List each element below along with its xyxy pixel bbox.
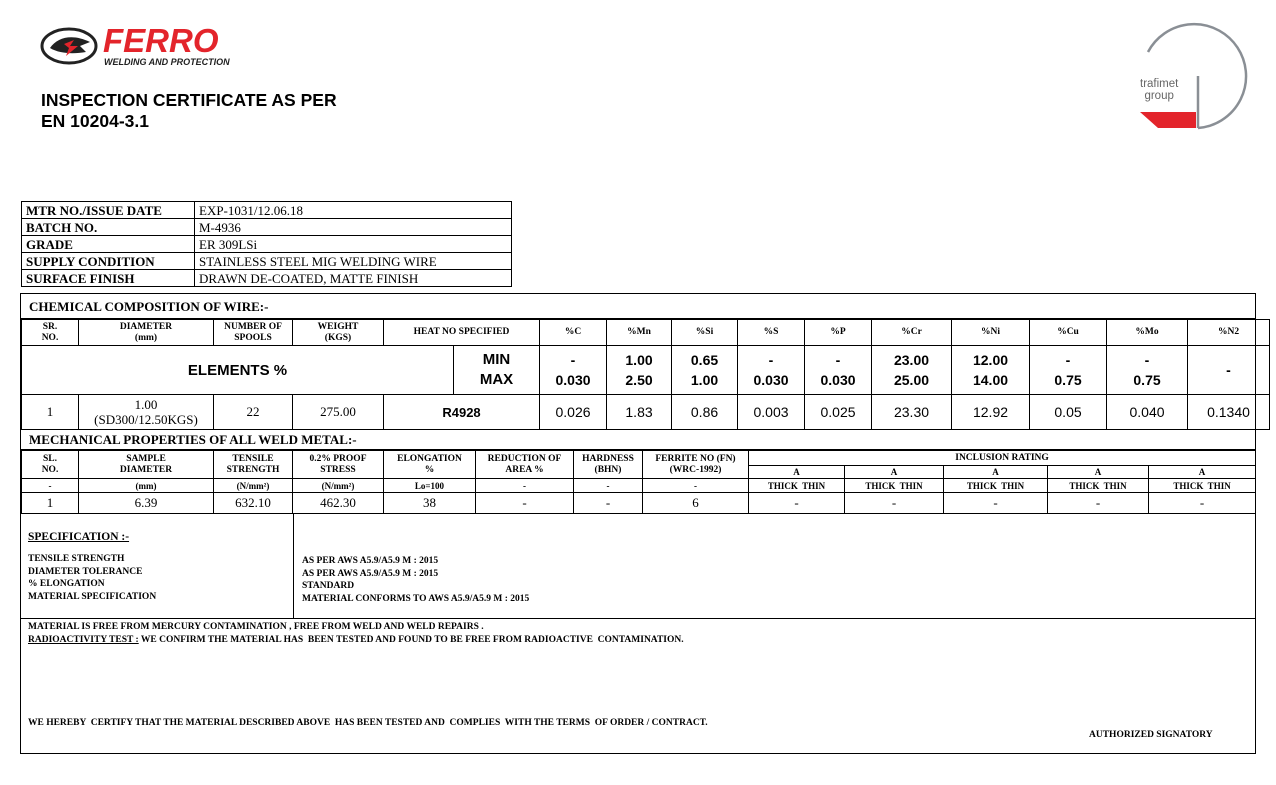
ferro-emblem-icon bbox=[40, 24, 102, 68]
ferro-logo bbox=[40, 24, 260, 74]
header-value: EXP-1031/12.06.18 bbox=[195, 202, 512, 219]
header-value: ER 309LSi bbox=[195, 236, 512, 253]
cell-element-value: 0.026 bbox=[540, 395, 607, 430]
inclusion-a: A bbox=[944, 466, 1048, 479]
thick-thin-cell: THICK THIN bbox=[1149, 479, 1256, 493]
trafimet-logo bbox=[1128, 22, 1248, 132]
specification-title: SPECIFICATION :- bbox=[28, 531, 130, 543]
col-element: %Cr bbox=[872, 320, 952, 346]
radioactivity-note bbox=[28, 634, 684, 647]
cell-element-value: 0.040 bbox=[1107, 395, 1188, 430]
mechanical-header-row bbox=[22, 451, 1256, 466]
authorized-signatory: AUTHORIZED SIGNATORY bbox=[1089, 730, 1213, 740]
unit-cell: - bbox=[22, 479, 79, 493]
title-line-1: INSPECTION CERTIFICATE AS PER bbox=[41, 90, 337, 110]
cell-element-value: 0.003 bbox=[738, 395, 805, 430]
header-label: SURFACE FINISH bbox=[22, 270, 195, 287]
inclusion-a: A bbox=[1149, 466, 1256, 479]
thick-thin-cell: THICK THIN bbox=[749, 479, 845, 493]
mechanical-table bbox=[21, 450, 1256, 514]
unit-cell: - bbox=[476, 479, 574, 493]
title-line-2: EN 10204-3.1 bbox=[41, 111, 149, 131]
inclusion-cell: - bbox=[749, 493, 845, 514]
col-spools: NUMBER OF SPOOLS bbox=[214, 320, 293, 346]
notes-block bbox=[21, 619, 1255, 739]
cell-weight: 275.00 bbox=[293, 395, 384, 430]
chemical-section-title: CHEMICAL COMPOSITION OF WIRE:- bbox=[21, 294, 1255, 319]
radioactivity-label: RADIOACTIVITY TEST : bbox=[28, 634, 139, 645]
thick-thin-cell: THICK THIN bbox=[944, 479, 1048, 493]
range-cell: 1.00 2.50 bbox=[607, 346, 672, 395]
mech-cell: 6.39 bbox=[79, 493, 214, 514]
unit-cell: - bbox=[643, 479, 749, 493]
spec-label: % ELONGATION bbox=[28, 579, 105, 589]
header-row bbox=[22, 253, 512, 270]
col-diameter: DIAMETER (mm) bbox=[79, 320, 214, 346]
cell-element-value: 12.92 bbox=[952, 395, 1030, 430]
unit-cell: Lo=100 bbox=[384, 479, 476, 493]
mech-cell: 462.30 bbox=[293, 493, 384, 514]
col-sl: SL. NO. bbox=[22, 451, 79, 479]
trafimet-emblem-icon bbox=[1128, 22, 1248, 132]
range-cell: - 0.030 bbox=[540, 346, 607, 395]
unit-cell: (N/mm²) bbox=[293, 479, 384, 493]
spec-value: AS PER AWS A5.9/A5.9 M : 2015 bbox=[302, 556, 439, 566]
col-element: %Ni bbox=[952, 320, 1030, 346]
mech-cell: 38 bbox=[384, 493, 476, 514]
cell-element-value: 23.30 bbox=[872, 395, 952, 430]
col-tensile: TENSILE STRENGTH bbox=[214, 451, 293, 479]
header-fields-table bbox=[21, 201, 512, 287]
mech-cell: - bbox=[476, 493, 574, 514]
inclusion-cell: - bbox=[845, 493, 944, 514]
chemical-header-row bbox=[22, 320, 1270, 346]
spec-value: AS PER AWS A5.9/A5.9 M : 2015 bbox=[302, 568, 439, 579]
range-cell: 12.00 14.00 bbox=[952, 346, 1030, 395]
header-label: BATCH NO. bbox=[22, 219, 195, 236]
col-ferrite: FERRITE NO (FN) (WRC-1992) bbox=[643, 451, 749, 479]
chemical-table bbox=[21, 319, 1270, 430]
col-element: %C bbox=[540, 320, 607, 346]
specification-block bbox=[21, 514, 1255, 619]
certify-statement: WE HEREBY CERTIFY THAT THE MATERIAL DESCRIBED ABOVE HAS BEEN TESTED AND COMPLIES WITH THE TERMS OF ORDER / CONTRACT. bbox=[28, 718, 708, 728]
range-cell: - 0.030 bbox=[805, 346, 872, 395]
col-weight: WEIGHT (KGS) bbox=[293, 320, 384, 346]
header-row bbox=[22, 270, 512, 287]
spec-label: TENSILE STRENGTH bbox=[28, 554, 125, 564]
inclusion-cell: - bbox=[944, 493, 1048, 514]
col-proof-stress: 0.2% PROOF STRESS bbox=[293, 451, 384, 479]
logo-tagline: WELDING AND PROTECTION bbox=[104, 57, 230, 67]
trafimet-line-1: trafimet bbox=[1140, 78, 1179, 90]
col-hardness: HARDNESS (BHN) bbox=[574, 451, 643, 479]
cell-diameter: 1.00 (SD300/12.50KGS) bbox=[79, 395, 214, 430]
header-value: M-4936 bbox=[195, 219, 512, 236]
range-cell: - bbox=[1188, 346, 1270, 395]
specification-values bbox=[302, 555, 529, 605]
cell-element-value: 0.86 bbox=[672, 395, 738, 430]
header-label: SUPPLY CONDITION bbox=[22, 253, 195, 270]
cell-spools: 22 bbox=[214, 395, 293, 430]
logo-wordmark: FERRO bbox=[103, 22, 219, 59]
thick-thin-cell: THICK THIN bbox=[1048, 479, 1149, 493]
inclusion-a: A bbox=[749, 466, 845, 479]
trafimet-wordmark bbox=[1140, 78, 1178, 102]
range-cell: 0.65 1.00 bbox=[672, 346, 738, 395]
certificate-body bbox=[20, 293, 1256, 754]
mercury-note: MATERIAL IS FREE FROM MERCURY CONTAMINATION , FREE FROM WELD AND WELD REPAIRS . bbox=[28, 622, 484, 632]
chemical-range-row bbox=[22, 346, 1270, 395]
min-max-label: MIN MAX bbox=[454, 346, 540, 395]
spec-label: DIAMETER TOLERANCE bbox=[28, 566, 143, 577]
header-value: DRAWN DE-COATED, MATTE FINISH bbox=[195, 270, 512, 287]
col-element: %Cu bbox=[1030, 320, 1107, 346]
inclusion-cell: - bbox=[1149, 493, 1256, 514]
col-reduction: REDUCTION OF AREA % bbox=[476, 451, 574, 479]
thick-thin-cell: THICK THIN bbox=[845, 479, 944, 493]
specification-labels bbox=[28, 553, 156, 603]
col-element: %Mo bbox=[1107, 320, 1188, 346]
range-cell: - 0.030 bbox=[738, 346, 805, 395]
col-element: %N2 bbox=[1188, 320, 1270, 346]
header-row bbox=[22, 202, 512, 219]
spec-value: STANDARD bbox=[302, 581, 355, 591]
unit-cell: (mm) bbox=[79, 479, 214, 493]
col-element: %Si bbox=[672, 320, 738, 346]
notes-text bbox=[28, 621, 684, 646]
range-cell: - 0.75 bbox=[1107, 346, 1188, 395]
mechanical-data-row bbox=[22, 493, 1256, 514]
cell-element-value: 1.83 bbox=[607, 395, 672, 430]
col-sample-diameter: SAMPLE DIAMETER bbox=[79, 451, 214, 479]
inclusion-a: A bbox=[1048, 466, 1149, 479]
range-cell: - 0.75 bbox=[1030, 346, 1107, 395]
col-inclusion-rating: INCLUSION RATING bbox=[749, 451, 1256, 466]
trafimet-line-2: group bbox=[1144, 90, 1174, 102]
header-row bbox=[22, 236, 512, 253]
chemical-data-row bbox=[22, 395, 1270, 430]
col-element: %Mn bbox=[607, 320, 672, 346]
header-label: MTR NO./ISSUE DATE bbox=[22, 202, 195, 219]
inclusion-cell: - bbox=[1048, 493, 1149, 514]
col-element: %P bbox=[805, 320, 872, 346]
elements-label: ELEMENTS % bbox=[22, 346, 454, 395]
spec-label: MATERIAL SPECIFICATION bbox=[28, 591, 157, 602]
cell-element-value: 0.1340 bbox=[1188, 395, 1270, 430]
cell-sr: 1 bbox=[22, 395, 79, 430]
mech-cell: 1 bbox=[22, 493, 79, 514]
mechanical-section-title: MECHANICAL PROPERTIES OF ALL WELD METAL:- bbox=[21, 430, 1255, 450]
col-elongation: ELONGATION % bbox=[384, 451, 476, 479]
spec-value: MATERIAL CONFORMS TO AWS A5.9/A5.9 M : 2015 bbox=[302, 593, 530, 604]
range-cell: 23.00 25.00 bbox=[872, 346, 952, 395]
col-sr: SR. NO. bbox=[22, 320, 79, 346]
header-label: GRADE bbox=[22, 236, 195, 253]
col-heat: HEAT NO SPECIFIED bbox=[384, 320, 540, 346]
header-value: STAINLESS STEEL MIG WELDING WIRE bbox=[195, 253, 512, 270]
cell-element-value: 0.025 bbox=[805, 395, 872, 430]
unit-cell: - bbox=[574, 479, 643, 493]
header-row bbox=[22, 219, 512, 236]
document-title bbox=[41, 90, 337, 132]
cell-heat: R4928 bbox=[384, 395, 540, 430]
col-element: %S bbox=[738, 320, 805, 346]
cell-element-value: 0.05 bbox=[1030, 395, 1107, 430]
unit-cell: (N/mm²) bbox=[214, 479, 293, 493]
mech-cell: - bbox=[574, 493, 643, 514]
mech-cell: 632.10 bbox=[214, 493, 293, 514]
units-row bbox=[22, 479, 1256, 493]
radioactivity-text: WE CONFIRM THE MATERIAL HAS BEEN TESTED AND FOUND TO BE FREE FROM RADIOACTIVE CONTAMINATION. bbox=[138, 634, 684, 645]
inclusion-a: A bbox=[845, 466, 944, 479]
mech-cell: 6 bbox=[643, 493, 749, 514]
